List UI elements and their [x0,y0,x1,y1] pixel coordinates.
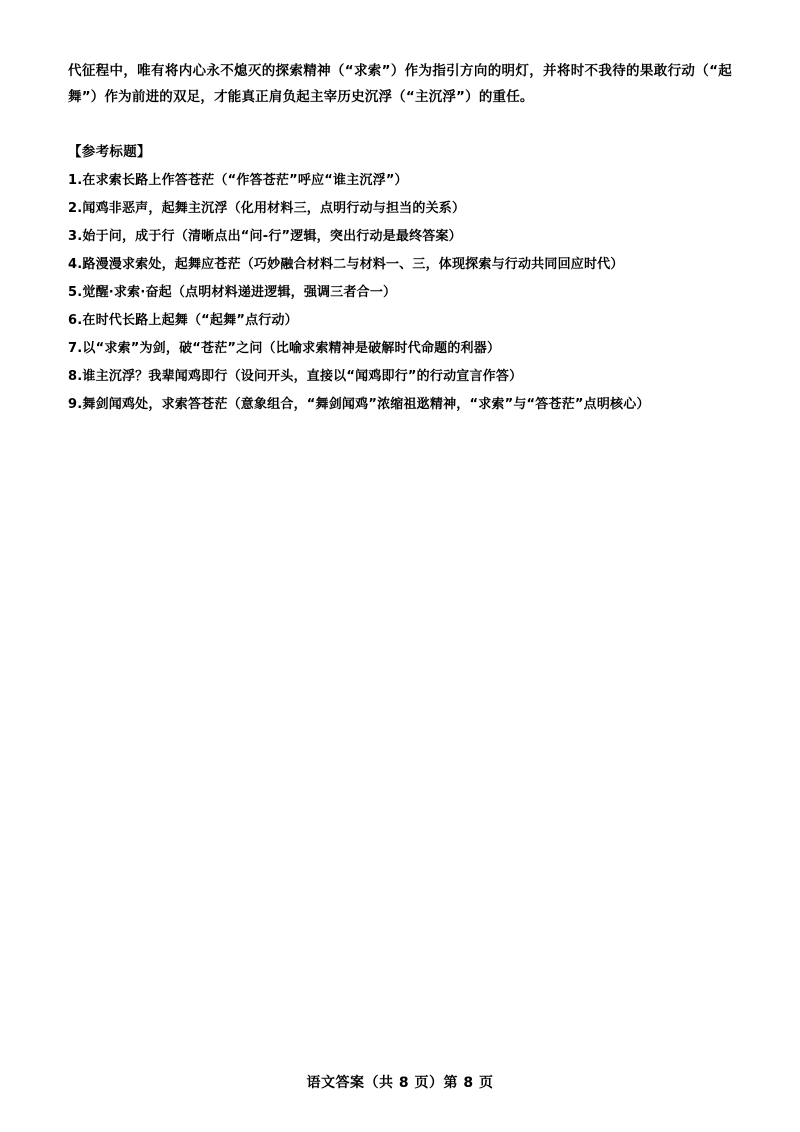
list-item: 4.路漫漫求索处，起舞应苍茫（巧妙融合材料二与材料一、三，体现探索与行动共同回应时代） [68,257,624,272]
page-footer: 语文答案（共 8 页）第 8 页 [306,1075,494,1091]
list-item: 5.觉醒·求索·奋起（点明材料递进逻辑，强调三者合一） [68,285,397,300]
list-item: 9.舞剑闻鸡处，求索答苍茫（意象组合，“舞剑闻鸡”浓缩祖逖精神，“求索”与“答苍茫”点明核心） [68,397,650,412]
list-item: 7.以“求索”为剑，破“苍茫”之问（比喻求索精神是破解时代命题的利器） [68,341,501,356]
section-heading: 【参考标题】 [68,144,151,160]
list-item: 1.在求索长路上作答苍茫（“作答苍茫”呼应“谁主沉浮”） [68,173,408,188]
list-item: 2.闻鸡非恶声，起舞主沉浮（化用材料三，点明行动与担当的关系） [68,201,466,216]
list-item: 6.在时代长路上起舞（“起舞”点行动） [68,313,298,328]
list-item: 3.始于问，成于行（清晰点出“问-行”逻辑，突出行动是最终答案） [68,229,462,244]
list-item: 8.谁主沉浮？我辈闻鸡即行（设问开头，直接以“闻鸡即行”的行动宣言作答） [68,369,523,384]
document-content [68,58,732,420]
body-paragraph: 代征程中，唯有将内心永不熄灭的探索精神（“求索”）作为指引方向的明灯，并将时不我待的果敢行动（“起舞”）作为前进的双足，才能真正肩负起主宰历史沉浮（“主沉浮”）的重任。 [68,63,732,105]
reference-title-list [68,168,732,417]
